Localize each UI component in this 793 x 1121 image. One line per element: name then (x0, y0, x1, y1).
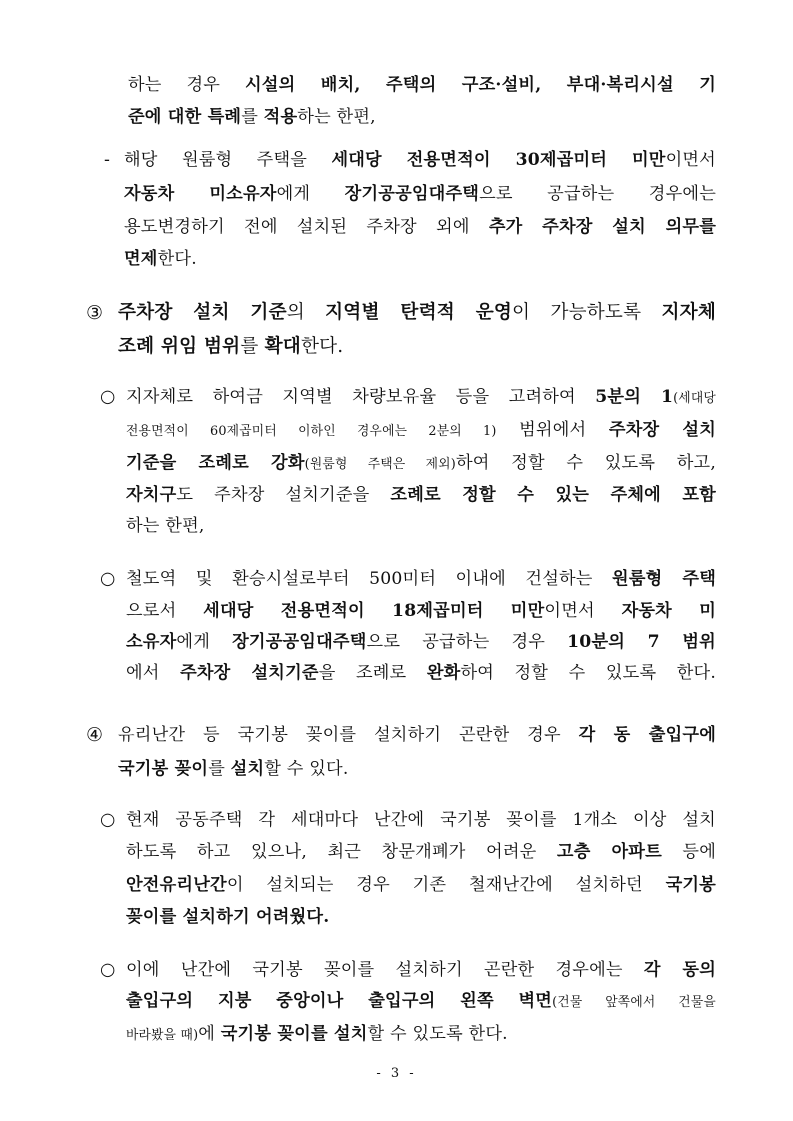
text-line: 바라봤을 때)에 국기봉 꽂이를 설치할 수 있도록 한다. (126, 1024, 508, 1044)
text-line: 자치구도 주차장 설치기준을 조례로 정할 수 있는 주체에 포함 (126, 485, 716, 505)
text-line: 으로서 세대당 전용면적이 18제곱미터 미만이면서 자동차 미 (126, 601, 717, 621)
text-line: 국기봉 꽂이를 설치할 수 있다. (118, 759, 349, 779)
text-line: 꽂이를 설치하기 어려웠다. (126, 907, 330, 927)
text-line: 소유자에게 장기공공임대주택으로 공급하는 경우 10분의 7 범위 (126, 632, 716, 652)
page-number: - 3 - (376, 1066, 417, 1081)
text-line: 안전유리난간이 설치되는 경우 기존 철재난간에 설치하던 국기봉 (126, 875, 716, 895)
circled-number-marker: ③ (86, 302, 104, 324)
text-line: 지자체로 하여금 지역별 차량보유율 등을 고려하여 5분의 1(세대당 (126, 387, 716, 407)
circle-bullet-marker: ○ (100, 569, 116, 589)
text-line: 하는 경우 시설의 배치, 주택의 구조·설비, 부대·복리시설 기 (128, 75, 716, 95)
circle-bullet-marker: ○ (100, 810, 116, 830)
text-line: 이에 난간에 국기봉 꽂이를 설치하기 곤란한 경우에는 각 동의 (126, 960, 716, 980)
text-line: 현재 공동주택 각 세대마다 난간에 국기봉 꽂이를 1개소 이상 설치 (126, 810, 716, 830)
text-line: 조례 위임 범위를 확대한다. (118, 336, 344, 357)
text-line: 면제한다. (124, 249, 197, 269)
circled-number-marker: ④ (86, 724, 104, 746)
text-line: 해당 원룸형 주택을 세대당 전용면적이 30제곱미터 미만이면서 (124, 150, 716, 170)
text-line: 하는 한편, (126, 516, 205, 536)
text-line: 자동차 미소유자에게 장기공공임대주택으로 공급하는 경우에는 (124, 184, 717, 204)
text-line: 준에 대한 특례를 적용하는 한편, (128, 107, 376, 127)
text-line: 하도록 하고 있으나, 최근 창문개폐가 어려운 고층 아파트 등에 (126, 842, 716, 862)
text-line: 출입구의 지붕 중앙이나 출입구의 왼쪽 벽면(건물 앞쪽에서 건물을 (126, 991, 716, 1011)
text-line: 기준을 조례로 강화(원룸형 주택은 제외)하여 정할 수 있도록 하고, (126, 453, 716, 473)
circle-bullet-marker: ○ (100, 960, 116, 980)
circle-bullet-marker: ○ (100, 387, 116, 407)
text-line: 전용면적이 60제곱미터 이하인 경우에는 2분의 1) 범위에서 주차장 설치 (126, 420, 717, 440)
text-line: 용도변경하기 전에 설치된 주차장 외에 추가 주차장 설치 의무를 (124, 217, 716, 237)
text-line: 유리난간 등 국기봉 꽂이를 설치하기 곤란한 경우 각 동 출입구에 (118, 725, 716, 745)
text-line: 에서 주차장 설치기준을 조례로 완화하여 정할 수 있도록 한다. (126, 663, 716, 683)
dash-bullet-marker: - (104, 150, 110, 170)
text-line: 주차장 설치 기준의 지역별 탄력적 운영이 가능하도록 지자체 (118, 302, 716, 323)
text-line: 철도역 및 환승시설로부터 500미터 이내에 건설하는 원룸형 주택 (126, 569, 716, 589)
